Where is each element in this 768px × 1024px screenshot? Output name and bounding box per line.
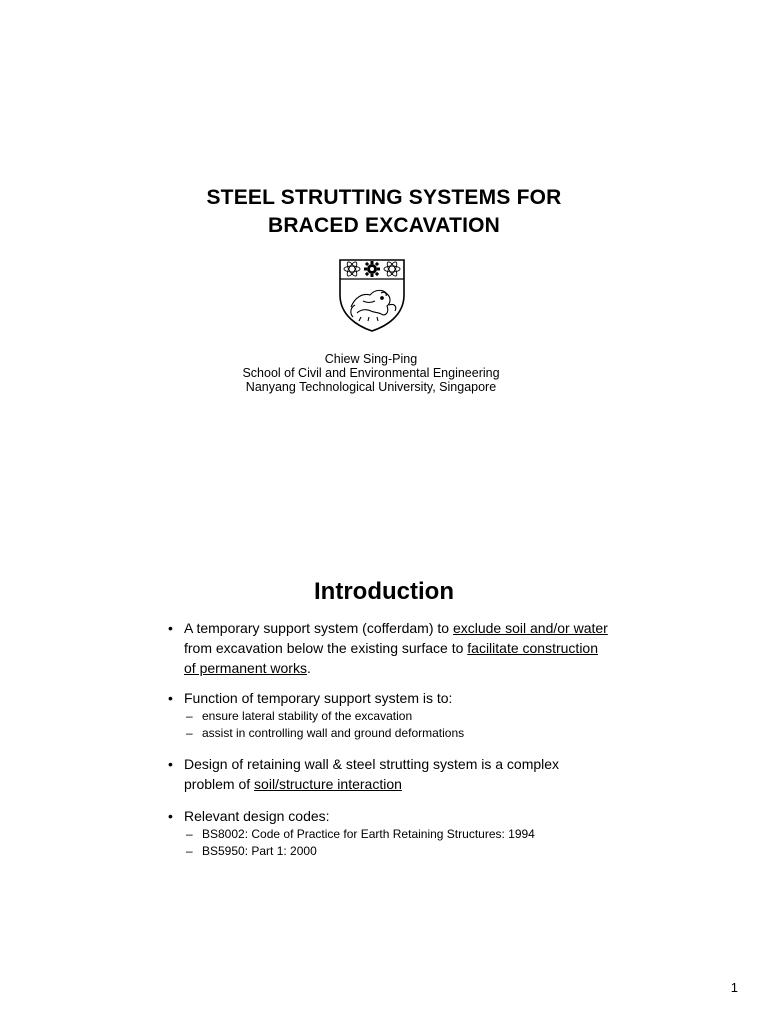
sub-bullet-item xyxy=(168,843,608,860)
bullet-marker: • xyxy=(168,756,173,772)
bullet-item xyxy=(168,618,608,678)
bullet-text: . xyxy=(306,660,311,676)
sub-bullet-text: BS5950: Part 1: 2000 xyxy=(202,844,317,858)
sub-bullet-marker: – xyxy=(186,709,193,723)
underlined-text: facilitate construction of permanent works xyxy=(184,640,598,676)
page-number: 1 xyxy=(730,980,738,995)
bullet-text: Relevant design codes: xyxy=(184,808,330,824)
sub-bullet-marker: – xyxy=(186,726,193,740)
title-line-2: BRACED EXCAVATION xyxy=(267,214,501,237)
bullet-item xyxy=(168,806,608,826)
bullet-marker: • xyxy=(168,808,173,824)
sub-bullet-marker: – xyxy=(186,844,193,858)
sub-bullet-text: ensure lateral stability of the excavation xyxy=(202,709,413,723)
bullet-text: Design of retaining wall & steel strutting system is a complex problem of xyxy=(184,756,560,792)
bullet-list xyxy=(168,618,608,860)
sub-bullet-item xyxy=(168,708,608,725)
university-crest-logo xyxy=(337,257,407,333)
bullet-text: A temporary support system (cofferdam) to xyxy=(184,620,453,636)
bullet-group xyxy=(168,806,608,860)
author-university: Nanyang Technological University, Singapore xyxy=(245,380,497,394)
bullet-group xyxy=(168,688,608,742)
sub-bullet-item xyxy=(168,826,608,843)
title-line-1: STEEL STRUTTING SYSTEMS FOR xyxy=(206,186,562,209)
author-name: Chiew Sing-Ping xyxy=(324,352,418,366)
sub-bullet-text: assist in controlling wall and ground deformations xyxy=(202,726,465,740)
author-school: School of Civil and Environmental Engineering xyxy=(242,366,500,380)
sub-bullet-item xyxy=(168,725,608,742)
bullet-text: Function of temporary support system is to: xyxy=(184,690,453,706)
section-heading: Introduction xyxy=(314,578,454,605)
bullet-item xyxy=(168,688,608,708)
bullet-marker: • xyxy=(168,690,173,706)
underlined-text: exclude soil and/or water xyxy=(452,620,608,636)
underlined-text: soil/structure interaction xyxy=(254,776,402,792)
bullet-item xyxy=(168,754,608,794)
bullet-text: from excavation below the existing surface to xyxy=(184,640,468,656)
sub-bullet-marker: – xyxy=(186,827,193,841)
sub-bullet-text: BS8002: Code of Practice for Earth Retaining Structures: 1994 xyxy=(202,827,535,841)
bullet-marker: • xyxy=(168,620,173,636)
